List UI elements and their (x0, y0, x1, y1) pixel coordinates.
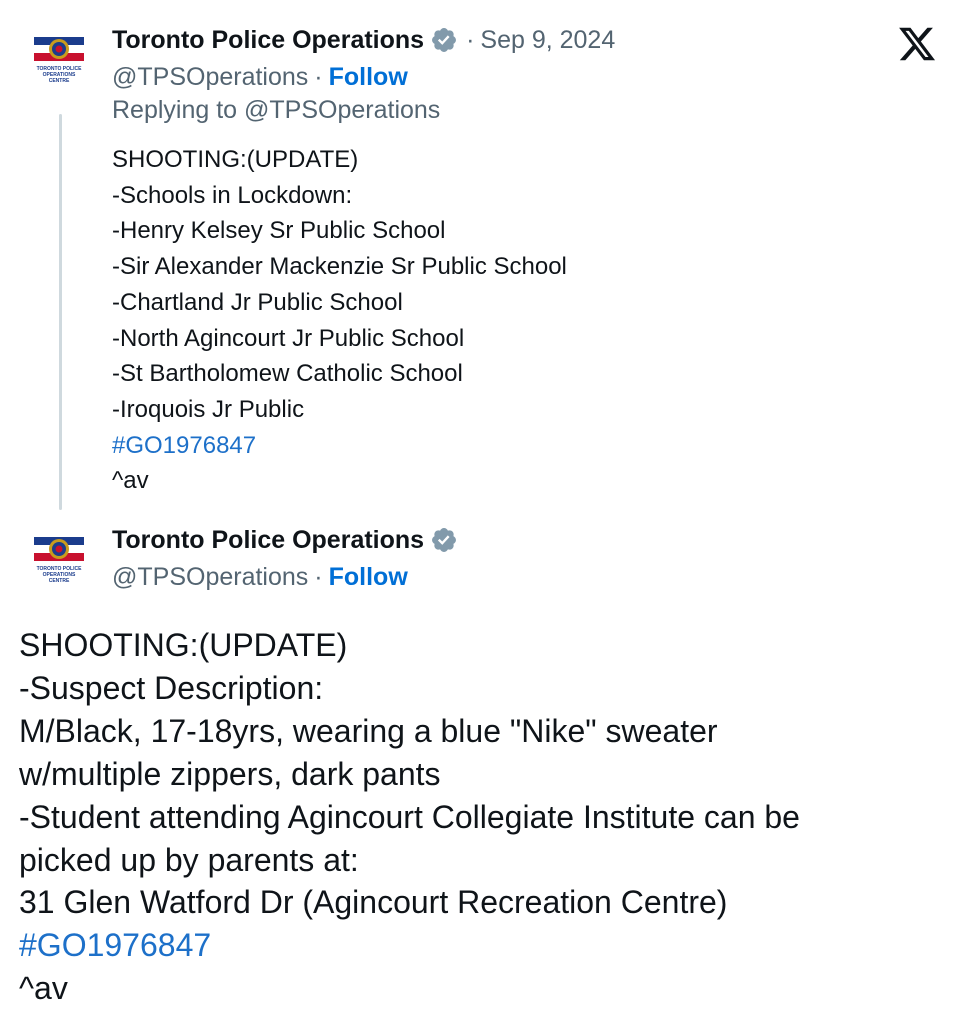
author-name[interactable]: Toronto Police Operations (112, 25, 425, 54)
replying-to-text[interactable]: Replying to @TPSOperations (112, 96, 441, 124)
avatar-text-line-3: CENTRE (48, 78, 70, 84)
verified-badge-icon (430, 26, 458, 54)
avatar-text-line-2: OPERATIONS (42, 572, 76, 578)
author-name[interactable]: Toronto Police Operations (112, 525, 425, 554)
avatar-text-line-2: OPERATIONS (42, 72, 76, 78)
thread-connector-line (59, 114, 62, 510)
tweet-header (112, 524, 458, 594)
hashtag-link[interactable]: #GO1976847 (112, 431, 257, 459)
tweet-line: -Iroquois Jr Public (112, 395, 305, 423)
tweet-line: -Student attending Agincourt Collegiate Institute can be (19, 798, 800, 835)
avatar-text-line-1: TORONTO POLICE (36, 566, 82, 572)
handle-separator: · (314, 62, 323, 91)
avatar-text-line-1: TORONTO POLICE (36, 66, 82, 72)
x-logo-icon[interactable] (896, 24, 938, 64)
tweet-line: 31 Glen Watford Dr (Agincourt Recreation Centre) (19, 884, 728, 921)
tweet-line: -Henry Kelsey Sr Public School (112, 217, 446, 245)
tweet-signoff: ^av (112, 467, 149, 495)
tweet-line: SHOOTING:(UPDATE) (112, 146, 359, 173)
tweet-line: SHOOTING:(UPDATE) (19, 627, 348, 663)
author-avatar[interactable] (22, 20, 96, 94)
hashtag-link[interactable]: #GO1976847 (19, 927, 212, 964)
tweet-header (112, 24, 615, 130)
author-handle[interactable]: @TPSOperations (112, 62, 309, 91)
tweet-line: -Chartland Jr Public School (112, 288, 403, 316)
tweet-line: -Sir Alexander Mackenzie Sr Public School (112, 253, 567, 281)
tweet-line: picked up by parents at: (19, 841, 359, 878)
header-separator: · (466, 25, 475, 54)
verified-badge-icon (430, 526, 458, 554)
tweet-line: -St Bartholomew Catholic School (112, 360, 463, 388)
tweet-line: -North Agincourt Jr Public School (112, 324, 465, 352)
tweet-line: w/multiple zippers, dark pants (19, 755, 441, 792)
follow-button[interactable]: Follow (328, 562, 408, 591)
author-handle[interactable]: @TPSOperations (112, 562, 309, 591)
tweet-line: -Suspect Description: (19, 669, 324, 706)
tweet-body (19, 624, 800, 1010)
follow-button[interactable]: Follow (328, 62, 408, 91)
author-avatar[interactable] (22, 520, 96, 594)
avatar-text-line-3: CENTRE (48, 578, 70, 584)
tweet-signoff: ^av (19, 970, 68, 1007)
tweet-date[interactable]: Sep 9, 2024 (480, 25, 616, 54)
tweet-body (112, 142, 567, 499)
tweet-line: -Schools in Lockdown: (112, 181, 353, 209)
handle-separator: · (314, 562, 323, 591)
tweet-line: M/Black, 17-18yrs, wearing a blue "Nike" sweater (19, 712, 718, 749)
